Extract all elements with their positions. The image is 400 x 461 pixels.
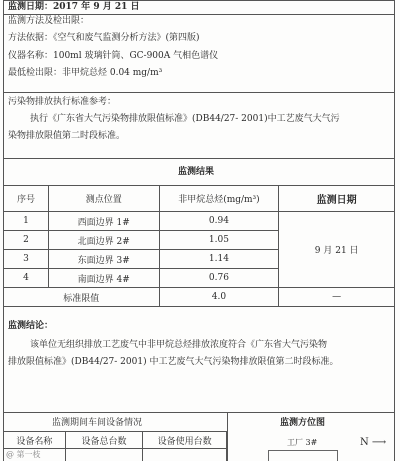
limit-label: 标准限值 bbox=[4, 288, 160, 307]
divider bbox=[3, 412, 395, 413]
conclusion-line1: 该单位无组织排放工艺废气中非甲烷总烃排放浓度符合《广东省大气污染物 bbox=[30, 340, 328, 350]
row-value: 0.76 bbox=[159, 269, 279, 288]
north-arrow-icon: N ⟶ bbox=[360, 437, 387, 448]
col-header-nmhc: 非甲烷总烃(mg/m³) bbox=[159, 186, 279, 212]
row-value: 1.05 bbox=[159, 231, 279, 250]
row-value: 0.94 bbox=[159, 212, 279, 231]
equipment-title: 监测期间车间设备情况 bbox=[52, 418, 143, 428]
map-building-outline bbox=[268, 450, 338, 461]
conclusion-heading: 监测结论： bbox=[8, 321, 54, 331]
standard-heading: 污染物排放执行标准参考： bbox=[8, 97, 117, 107]
equipment-cell bbox=[143, 449, 227, 461]
watermark: @ 第一枝 bbox=[6, 450, 41, 459]
row-no: 1 bbox=[4, 212, 49, 231]
map-title: 监测方位图 bbox=[280, 418, 326, 428]
monitor-date-cell: 9 月 21 日 bbox=[279, 212, 395, 288]
row-no: 2 bbox=[4, 231, 49, 250]
col-header-location: 测点位置 bbox=[48, 186, 159, 212]
limit-date: — bbox=[279, 288, 395, 307]
row-location: 西面边界 1# bbox=[48, 212, 159, 231]
standard-limit-row bbox=[4, 288, 395, 307]
divider bbox=[3, 158, 395, 159]
equipment-cell bbox=[65, 449, 143, 461]
row-location: 东面边界 3# bbox=[48, 250, 159, 269]
col-header-no: 序号 bbox=[4, 186, 49, 212]
table-header-row bbox=[4, 432, 227, 449]
row-location: 南面边界 4# bbox=[48, 269, 159, 288]
col-header-date: 监测日期 bbox=[279, 186, 395, 212]
results-title: 监测结果 bbox=[178, 167, 215, 177]
row-value: 1.14 bbox=[159, 250, 279, 269]
equipment-col-header: 设备名称 bbox=[4, 432, 66, 449]
divider bbox=[3, 92, 395, 93]
north-label: N bbox=[360, 437, 369, 448]
method-basis: 方法依据：《空气和废气监测分析方法》(第四版) bbox=[8, 33, 200, 43]
row-location: 北面边界 2# bbox=[48, 231, 159, 250]
detection-limit: 最低检出限：非甲烷总烃 0.04 mg/m³ bbox=[8, 68, 163, 78]
method-heading: 监测方法及检出限： bbox=[8, 16, 90, 26]
row-no: 4 bbox=[4, 269, 49, 288]
standard-text-line1: 执行《广东省大气污染物排放限值标准》(DB44/27- 2001)中工艺废气大气污 bbox=[30, 114, 340, 124]
equipment-col-header: 设备总台数 bbox=[65, 432, 143, 449]
table-row bbox=[4, 212, 395, 231]
monitor-date: 监测日期：2017 年 9 月 21 日 bbox=[8, 2, 140, 12]
equipment-col-header: 设备使用台数 bbox=[143, 432, 227, 449]
instrument-name: 仪器名称：100ml 玻璃针筒、GC-900A 气相色谱仪 bbox=[8, 51, 219, 61]
footer-separator bbox=[227, 412, 228, 461]
map-factory-label: 工厂 3# bbox=[287, 438, 318, 447]
conclusion-line2: 排放限值标准》(DB44/27- 2001) 中工艺废气大气污染物排放限值第二时段标准。 bbox=[8, 357, 339, 367]
standard-text-line2: 染物排放限值第二时段标准。 bbox=[8, 131, 126, 141]
row-no: 3 bbox=[4, 250, 49, 269]
results-table bbox=[3, 185, 395, 307]
table-header-row bbox=[4, 186, 395, 212]
limit-value: 4.0 bbox=[159, 288, 279, 307]
